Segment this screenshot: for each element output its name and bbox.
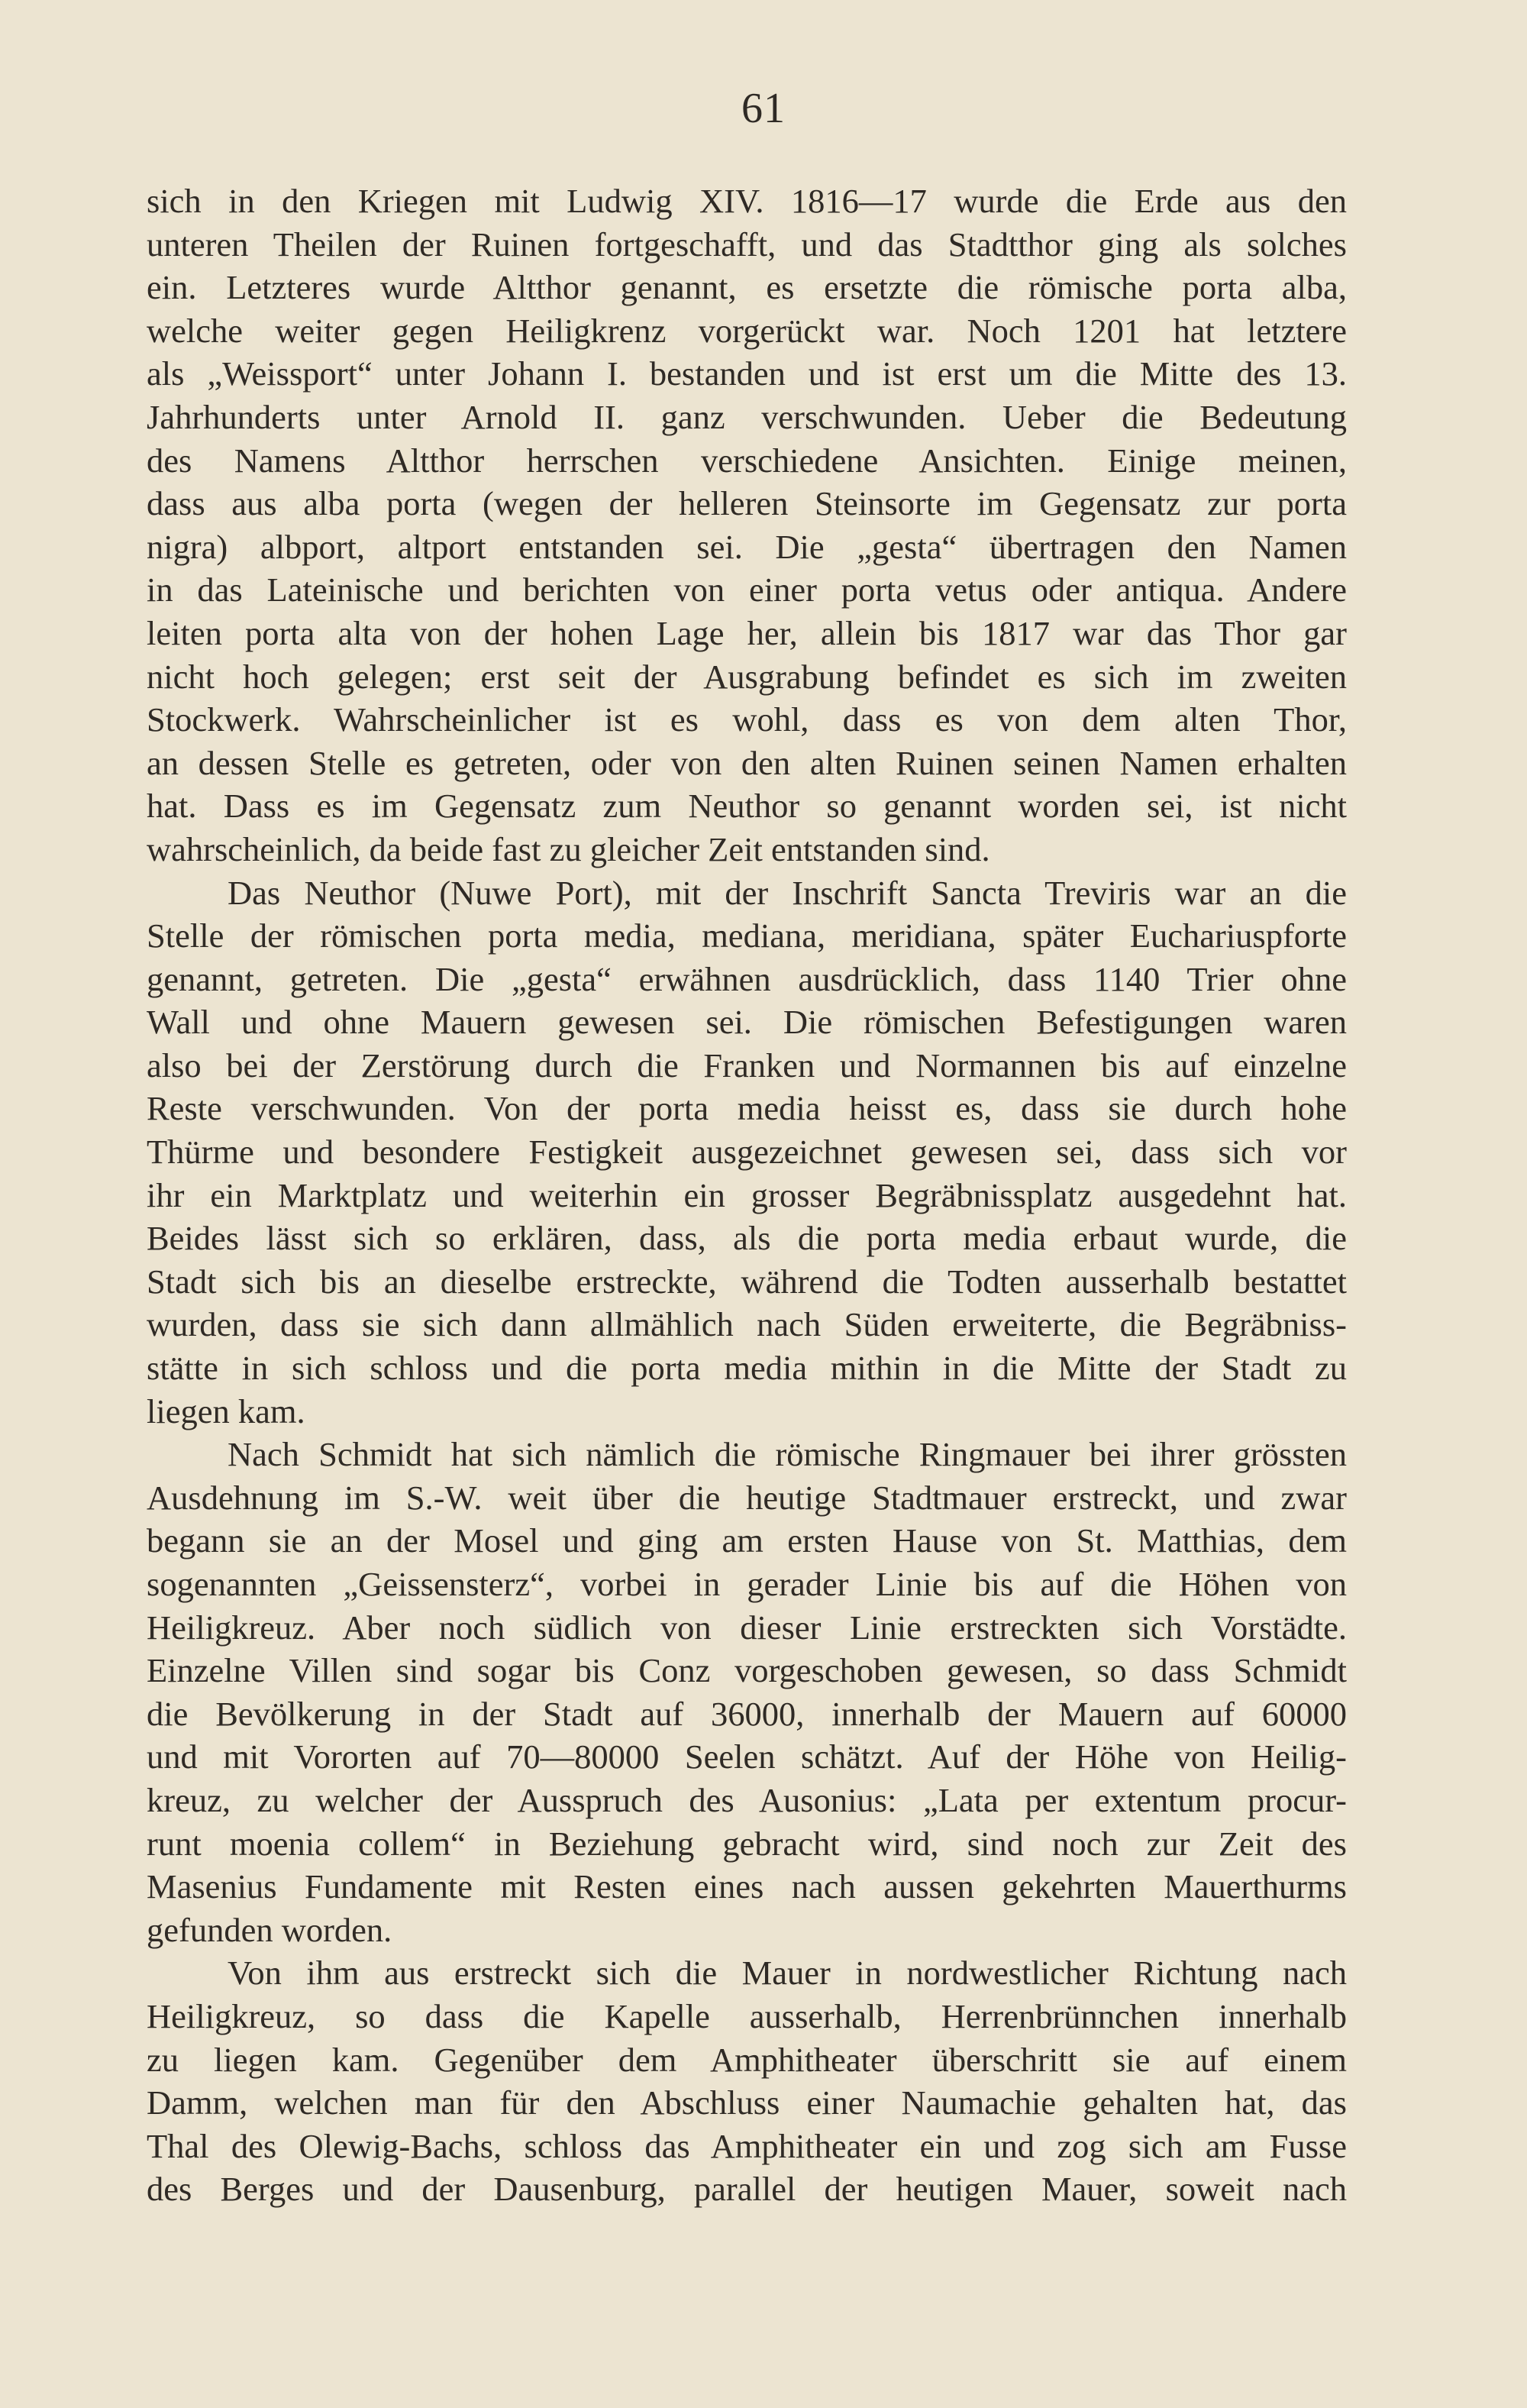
text-line: Stockwerk. Wahrscheinlicher ist es wohl, dass es von dem alten Thor, <box>147 700 1347 739</box>
text-line: Wall und ohne Mauern gewesen sei. Die römischen Befestigungen waren <box>147 1003 1347 1042</box>
text-line: Thal des Olewig-Bachs, schloss das Amphitheater ein und zog sich am Fusse <box>147 2126 1347 2165</box>
text-line: Nach Schmidt hat sich nämlich die römische Ringmauer bei ihrer grössten <box>228 1435 1347 1474</box>
text-line: Stadt sich bis an dieselbe erstreckte, während die Todten ausserhalb bestattet <box>147 1262 1347 1301</box>
text-line: nicht hoch gelegen; erst seit der Ausgrabung befindet es sich im zweiten <box>147 657 1347 696</box>
text-line: Reste verschwunden. Von der porta media heisst es, dass sie durch hohe <box>147 1089 1347 1128</box>
text-line: Beides lässt sich so erklären, dass, als die porta media erbaut wurde, die <box>147 1219 1347 1258</box>
text-line: in das Lateinische und berichten von einer porta vetus oder antiqua. Andere <box>147 570 1347 609</box>
text-line: gefunden worden. <box>147 1910 392 1949</box>
text-line: wahrscheinlich, da beide fast zu gleicher Zeit entstanden sind. <box>147 829 990 868</box>
text-line: ein. Letzteres wurde Altthor genannt, es ersetzte die römische porta alba, <box>147 268 1347 307</box>
text-line: sich in den Kriegen mit Ludwig XIV. 1816—17 wurde die Erde aus den <box>147 182 1347 220</box>
text-line: begann sie an der Mosel und ging am ersten Hause von St. Matthias, dem <box>147 1521 1347 1560</box>
text-line: die Bevölkerung in der Stadt auf 36000, innerhalb der Mauern auf 60000 <box>147 1694 1347 1733</box>
text-line: ihr ein Marktplatz und weiterhin ein grosser Begräbnissplatz ausgedehnt hat. <box>147 1175 1347 1214</box>
paragraph-1 <box>147 179 1347 871</box>
paragraph-4 <box>147 1951 1347 2211</box>
text-line: wurden, dass sie sich dann allmählich nach Süden erweiterte, die Begräbniss- <box>147 1305 1347 1344</box>
paragraph-3 <box>147 1433 1347 1951</box>
text-line: Ausdehnung im S.-W. weit über die heutige Stadtmauer erstreckt, und zwar <box>147 1478 1347 1517</box>
text-line: Thürme und besondere Festigkeit ausgezeichnet gewesen sei, dass sich vor <box>147 1133 1347 1172</box>
text-line: und mit Vororten auf 70—80000 Seelen schätzt. Auf der Höhe von Heilig- <box>147 1737 1347 1776</box>
text-line: Masenius Fundamente mit Resten eines nach aussen gekehrten Mauerthurms <box>147 1867 1347 1906</box>
text-line: stätte in sich schloss und die porta media mithin in die Mitte der Stadt zu <box>147 1349 1347 1388</box>
text-line: des Berges und der Dausenburg, parallel der heutigen Mauer, soweit nach <box>147 2170 1347 2209</box>
body-text <box>147 179 1347 2211</box>
text-line: sogenannten „Geissensterz“, vorbei in gerader Linie bis auf die Höhen von <box>147 1565 1347 1603</box>
text-line: Von ihm aus erstreckt sich die Mauer in nordwestlicher Richtung nach <box>228 1954 1347 1993</box>
text-line: als „Weissport“ unter Johann I. bestanden und ist erst um die Mitte des 13. <box>147 354 1347 393</box>
text-line: nigra) albport, altport entstanden sei. Die „gesta“ übertragen den Namen <box>147 527 1347 566</box>
text-line: dass aus alba porta (wegen der helleren Steinsorte im Gegensatz zur porta <box>147 484 1347 523</box>
text-line: Das Neuthor (Nuwe Port), mit der Inschrift Sancta Treviris war an die <box>228 873 1347 912</box>
paragraph-2 <box>147 871 1347 1433</box>
text-line: Heiligkreuz. Aber noch südlich von dieser Linie erstreckten sich Vorstädte. <box>147 1608 1347 1647</box>
text-line: zu liegen kam. Gegenüber dem Amphitheater überschritt sie auf einem <box>147 2040 1347 2079</box>
page-number: 61 <box>741 85 786 132</box>
text-line: an dessen Stelle es getreten, oder von den alten Ruinen seinen Namen erhalten <box>147 743 1347 782</box>
text-line: des Namens Altthor herrschen verschiedene Ansichten. Einige meinen, <box>147 441 1347 480</box>
text-line: hat. Dass es im Gegensatz zum Neuthor so genannt worden sei, ist nicht <box>147 787 1347 826</box>
text-line: Damm, welchen man für den Abschluss einer Naumachie gehalten hat, das <box>147 2083 1347 2122</box>
text-line: runt moenia collem“ in Beziehung gebracht wird, sind noch zur Zeit des <box>147 1824 1347 1863</box>
text-line: also bei der Zerstörung durch die Franken und Normannen bis auf einzelne <box>147 1046 1347 1084</box>
text-line: Jahrhunderts unter Arnold II. ganz verschwunden. Ueber die Bedeutung <box>147 397 1347 436</box>
text-line: Stelle der römischen porta media, mediana, meridiana, später Euchariuspforte <box>147 916 1347 955</box>
text-line: kreuz, zu welcher der Ausspruch des Ausonius: „Lata per extentum procur- <box>147 1780 1347 1819</box>
text-line: Heiligkreuz, so dass die Kapelle ausserhalb, Herrenbrünnchen innerhalb <box>147 1996 1347 2035</box>
text-line: unteren Theilen der Ruinen fortgeschafft, und das Stadtthor ging als solches <box>147 225 1347 263</box>
text-line: liegen kam. <box>147 1391 305 1430</box>
text-line: welche weiter gegen Heiligkrenz vorgerückt war. Noch 1201 hat letztere <box>147 311 1347 350</box>
text-line: genannt, getreten. Die „gesta“ erwähnen ausdrücklich, dass 1140 Trier ohne <box>147 959 1347 998</box>
text-line: leiten porta alta von der hohen Lage her, allein bis 1817 war das Thor gar <box>147 613 1347 652</box>
text-line: Einzelne Villen sind sogar bis Conz vorgeschoben gewesen, so dass Schmidt <box>147 1651 1347 1690</box>
